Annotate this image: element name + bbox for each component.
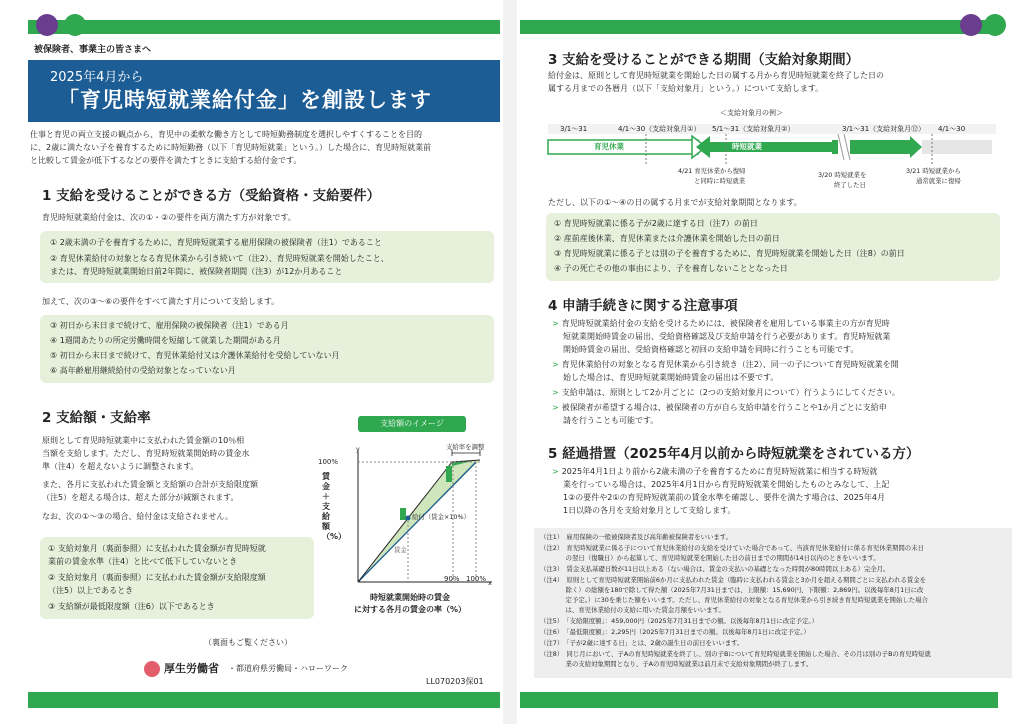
chart-x-label: に対する各月の賃金の率（%）: [354, 605, 467, 614]
section1-lead: 育児時短就業給付金は、次の①・②の要件を両方満たす方が対象です。: [42, 213, 296, 222]
sec4-text: 被保険者が希望する場合は、被保険者の方が自ら支給申請を行うことや1か月ごとに支給申: [561, 403, 887, 412]
notes-box: [534, 528, 1012, 678]
bullet-arrow-icon: >: [552, 388, 559, 397]
section2-title: 2 支給額・支給率: [42, 410, 151, 426]
sec5-text: 1日以降の各月を支給対象月として支給します。: [563, 506, 736, 515]
section2-text: 準（注4）を超えないように調整されます。: [42, 462, 199, 471]
requirement-item: ② 育児休業給付の対象となる育児休業から引き続いて（注2）、育児時短就業を開始したこと、: [50, 254, 389, 263]
bullet-arrow-icon: >: [552, 319, 559, 328]
ministry-name: 厚生労働省: [164, 662, 219, 675]
note-line: （注1） 雇用保険の一般被保険者及び高年齢被保険者をいいます。: [540, 533, 733, 541]
chart-benefit-label: 給付（賃金×10%）: [412, 513, 470, 521]
chart-y-label: 賃金＋支給額（%）: [322, 472, 347, 541]
top-green-bar: [28, 20, 500, 34]
chart-x90-label: 90%: [444, 575, 460, 583]
timeline-month: 3/1～31（支給対象月⑫）: [842, 125, 926, 133]
sec4-item: [552, 358, 899, 371]
sec4-text: 育児休業給付の対象となる育児休業から引き続き（注2）、同一の子について育児時短就業を開: [561, 360, 899, 369]
note-line: 業の支給対象期間となり、子Aの育児時短就業は前月末で支給対象期間が終了します。: [540, 660, 813, 668]
requirement-item: ⑤ 初日から末日まで続けて、育児休業給付又は介護休業給付を受給していない月: [50, 351, 340, 360]
section2-text: （注5）を超える場合は、超えた部分が減額されます。: [42, 493, 239, 502]
section3-text: 属する月までの各暦月（以下「支給対象月」という。）について支給します。: [548, 84, 824, 93]
section1-lead2: 加えて、次の③～⑥の要件をすべて満たす月について支給します。: [42, 297, 280, 306]
decor-dot: [64, 14, 86, 36]
requirements-box-2: [40, 315, 494, 383]
bullet-arrow-icon: >: [552, 360, 559, 369]
front-page: [0, 0, 492, 724]
period-end-item: ④ 子の死亡その他の事由により、子を養育しないこととなった日: [554, 264, 788, 273]
banner-title: 「育児時短就業給付金」を創設します: [58, 88, 432, 112]
chart-title: 支給額のイメージ: [358, 416, 466, 432]
requirement-item: ④ 1週間あたりの所定労働時間を短縮して就業した期間がある月: [50, 336, 281, 345]
sec4-text: 支給申請は、原則として2か月ごとに（2つの支給対象月について）行うようにしてください。: [561, 388, 900, 397]
note-line: （注4） 原則として育児時短就業開始前6か月に支払われた賃金（臨時に支払われる賃金と3か月を超える期間ごとに支払われる賃金を: [540, 576, 927, 584]
sec5-text: 2025年4月1日より前から2歳未満の子を養育するために育児時短就業に相当する時短就: [561, 467, 878, 476]
back-page: [520, 0, 1024, 724]
requirement-item: ⑥ 高年齢雇用継続給付の受給対象となっていない月: [50, 366, 236, 375]
timeline-leave-label: 育児休業: [594, 142, 624, 151]
section4-title: 4 申請手続きに関する注意事項: [548, 298, 738, 314]
period-end-item: ① 育児時短就業に係る子が2歳に達する日（注7）の前日: [554, 219, 758, 228]
sec4-item: [552, 401, 887, 414]
sec5-item: [552, 465, 877, 478]
sec5-text: 1②の要件や2①の育児時短就業前の賃金水準を確認し、要件を満たす場合は、2025年4月: [563, 493, 885, 502]
page-gutter: [503, 0, 517, 724]
timeline-note: と同時に時短就業: [694, 177, 746, 185]
timeline-title: ＜支給対象月の例＞: [720, 109, 783, 117]
top-green-bar: [520, 20, 998, 34]
document-code: LL070203保01: [426, 677, 484, 686]
no-payment-item: 業前の賃金水準（注4）と比べて低下していないとき: [48, 557, 238, 566]
requirement-item: ① 2歳未満の子を養育するために、育児時短就業する雇用保険の被保険者（注1）であること: [50, 238, 382, 247]
sec4-item: [552, 386, 900, 399]
note-line: （注5） 「支給限度額」：459,000円（2025年7月31日までの額。以後毎年8月1日に改定予定。）: [540, 617, 818, 625]
chart-wage-label: 賃金: [394, 546, 407, 554]
period-end-box: [546, 213, 1000, 281]
bullet-arrow-icon: >: [552, 467, 559, 476]
x-axis-letter: x: [488, 579, 492, 587]
chart-adjust-label: 支給率を調整: [446, 443, 485, 451]
timeline-month: 3/1～31: [560, 125, 588, 133]
y-axis-letter: y: [356, 445, 360, 453]
decor-dot: [960, 14, 982, 36]
timeline-note: 3/21 時短就業から: [906, 167, 961, 175]
section2-text: 原則として育児時短就業中に支払われた賃金額の10％相: [42, 436, 245, 445]
chart-x100-label: 100%: [466, 575, 487, 583]
sec4-item: [552, 317, 890, 330]
section3-title: 3 支給を受けることができる期間（支給対象期間）: [548, 52, 860, 68]
no-payment-item: ③ 支給額が最低限度額（注6）以下であるとき: [48, 602, 215, 611]
title-banner: [28, 60, 500, 122]
intro-line: に、2歳に満たない子を養育するために時短勤務（以下「育児時短就業」という。）した場合に、育児時短就業前: [30, 143, 432, 152]
timeline-note: 通常就業に復帰: [916, 177, 961, 185]
timeline-note: 3/20 時短就業を: [818, 171, 867, 179]
bullet-arrow-icon: >: [552, 403, 559, 412]
banner-date: 2025年4月から: [50, 70, 144, 85]
note-line: 定予定。）に30を乗じた額をいいます。ただし、育児休業給付の対象となる育児休業から引き続き育児時短就業を開始した場合: [540, 596, 928, 604]
mhlw-logo-icon: [144, 661, 160, 677]
timeline-note: 終了した日: [834, 181, 866, 189]
sec4-text: 育児時短就業給付金の支給を受けるためには、被保険者を雇用している事業主の方が育児時: [561, 319, 890, 328]
period-end-item: ② 産前産後休業、育児休業または介護休業を開始した日の前日: [554, 234, 780, 243]
decor-dot: [36, 14, 58, 36]
ministry-sub: ・都道府県労働局・ハローワーク: [228, 664, 348, 673]
section1-title: 1 支給を受けることができる方（受給資格・支給要件）: [42, 188, 381, 204]
no-payment-box: [40, 537, 314, 619]
note-line: （注2） 育児時短就業に係る子について育児休業給付の支給を受けていた場合であって、当該育児休業給付に係る育児休業期間の末日: [540, 544, 924, 552]
requirement-item: ③ 初日から末日まで続けて、雇用保険の被保険者（注1）である月: [50, 321, 289, 330]
audience-label: 被保険者、事業主の皆さまへ: [34, 45, 152, 55]
intro-line: 仕事と育児の両立支援の観点から、育児中の柔軟な働き方として時短勤務制度を選択しやすくすることを目的: [30, 130, 422, 139]
period-end-item: ③ 育児時短就業に係る子とは別の子を養育するために、育児時短就業を開始した日（注8）の前日: [554, 249, 905, 258]
timeline-month: 4/1～30: [938, 125, 966, 133]
section2-text: また、各月に支払われた賃金額と支給額の合計が支給限度額: [42, 480, 258, 489]
requirements-box-1: [40, 231, 494, 283]
section3-lead: ただし、以下の①～④の日の属する月までが支給対象期間となります。: [548, 198, 802, 207]
note-line: （注7） 「子が2歳に達する日」とは、2歳の誕生日の前日をいいます。: [540, 639, 744, 647]
back-page-note: （裏面もご覧ください）: [204, 638, 292, 647]
sec4-text: 開始時賃金の届出、受給資格確認と初回の支給申請を同時に行うことも可能です。: [563, 345, 859, 354]
chart-y100-label: 100%: [318, 458, 339, 466]
sec4-text: 短就業開始時賃金の届出、受給資格確認及び支給申請を行う必要があります。育児時短就業: [563, 332, 891, 341]
section5-title: 5 経過措置（2025年4月以前から時短就業をされている方）: [548, 446, 920, 462]
section2-text: なお、次の①～③の場合、給付金は支給されません。: [42, 512, 233, 521]
intro-line: と比較して賃金が低下するなどの要件を満たすときに支給する給付金です。: [30, 156, 302, 165]
note-line: （注6） 「最低限度額」：2,295円（2025年7月31日までの額。以後毎年8月1日に改定予定。）: [540, 628, 810, 636]
sec4-text: 請を行うことも可能です。: [563, 416, 659, 425]
no-payment-item: ① 支給対象月（裏面参照）に支払われた賃金額が育児時短就: [48, 544, 266, 553]
note-line: 除く）の総額を180で除して得た額（2025年7月31日までは、上限額：15,690円、下限額：2,869円。以後毎年8月1日に改: [540, 586, 924, 594]
no-payment-item: （注5）以上であるとき: [48, 586, 134, 595]
sec4-text: 始した場合は、育児時短就業開始時賃金の届出は不要です。: [563, 373, 779, 382]
section3-text: 給付金は、原則として育児時短就業を開始した日の属する月から育児時短就業を終了した日の: [548, 71, 884, 80]
section2-text: 当額を支給します。ただし、育児時短就業開始時の賃金水: [42, 449, 250, 458]
timeline-month: 4/1～30（支給対象月①）: [618, 125, 701, 133]
note-line: （注3） 賃金支払基礎日数が11日以上ある（ない場合は、賃金の支払いの基礎となった時間が80時間以上ある）完全月。: [540, 565, 890, 573]
bottom-green-bar: [520, 692, 998, 708]
note-line: の翌日（復職日）から起算して、育児時短就業を開始した日の前日までの期間が14日以内のときをいいます。: [540, 554, 880, 562]
no-payment-item: ② 支給対象月（裏面参照）に支払われた賃金額が支給限度額: [48, 573, 266, 582]
requirement-item: または、育児時短就業開始日前2年間に、被保険者期間（注3）が12か月あること: [50, 267, 343, 276]
note-line: は、育児休業給付の支給に用いた賃金月額をいいます。: [540, 606, 725, 614]
decor-dot: [984, 14, 1006, 36]
sec5-text: 業を行っている場合は、2025年4月1日から育児時短就業を開始したものとみなして、上記: [563, 480, 890, 489]
timeline-short-label: 時短就業: [732, 142, 762, 151]
timeline-note: 4/21 育児休業から復帰: [678, 167, 746, 175]
note-line: （注8） 同じ月において、子Aの育児時短就業を終了し、別の子Bについて育児時短就業を開始した場合、その月は別の子Bの育児時短就: [540, 650, 931, 658]
timeline-month: 5/1～31（支給対象月②）: [712, 125, 795, 133]
chart-x-label: 時短就業開始時の賃金: [370, 593, 450, 602]
bottom-green-bar: [28, 692, 500, 708]
